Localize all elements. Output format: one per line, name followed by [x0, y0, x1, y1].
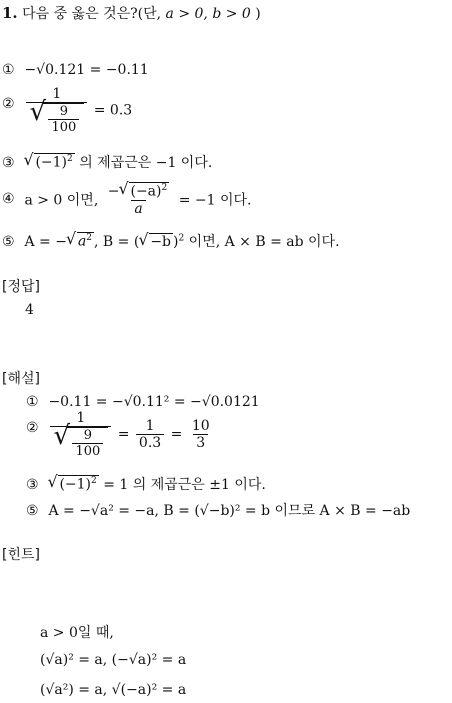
- option-2-rhs: = 0.3: [93, 102, 133, 119]
- option-5-exp: 2: [178, 233, 185, 244]
- explanation-1-mark: ①: [26, 394, 39, 410]
- explanation-2-f3-num: 10: [191, 418, 210, 434]
- explanation-5-text: A = −√a² = −a, B = (√−b)² = b 이므로 A × B = −ab: [48, 503, 411, 519]
- option-3-text: 의 제곱근은 −1 이다.: [79, 155, 213, 171]
- option-1: [2, 62, 149, 78]
- explanation-2-f2-num: 1: [145, 418, 155, 434]
- explanation-5-mark: ⑤: [26, 503, 39, 519]
- option-4-fraction: [105, 182, 172, 217]
- option-5-text-c: ): [173, 234, 179, 250]
- option-5-text-b: , B = (: [94, 234, 140, 250]
- option-3-sqrt: [24, 153, 74, 171]
- option-5-mark: ⑤: [2, 234, 15, 250]
- explanation-1-text: −0.11 = −√0.11² = −√0.0121: [48, 394, 260, 410]
- option-4-rhs: = −1 이다.: [178, 192, 252, 209]
- explanation-3-sqrt: [48, 475, 98, 493]
- question-number: 1.: [2, 4, 18, 22]
- explanation-2-f1-den: [50, 426, 111, 459]
- option-4-radicand: (−a): [130, 183, 162, 200]
- explanation-2-inner-num: √ 9: [83, 428, 92, 443]
- option-3-exp: 2: [67, 154, 73, 165]
- explanation-2-fraction-2: [136, 418, 164, 451]
- option-2-numerator: 1: [52, 86, 62, 102]
- explanation-2-fraction-3: [189, 418, 213, 451]
- option-4-denominator: a: [131, 200, 145, 217]
- explanation-3-mark: ③: [26, 477, 39, 493]
- option-1-text: −√0.121 = −0.11: [24, 62, 149, 78]
- option-3-mark: ③: [2, 155, 15, 171]
- option-5-text-a: A = −: [24, 234, 67, 250]
- explanation-2-inner-den: 100: [72, 443, 103, 459]
- hint-line-3: (√a²) = a, √(−a)² = a: [40, 682, 187, 698]
- explanation-3-rad: (−1): [59, 477, 92, 493]
- explanation-5: [26, 500, 410, 520]
- option-1-mark: ①: [2, 62, 15, 78]
- option-4-mark: ④: [2, 191, 15, 208]
- option-4-prefix: a > 0 이면,: [24, 192, 99, 209]
- explanation-label: [해설]: [2, 371, 40, 387]
- explanation-2-mark: ②: [26, 420, 39, 436]
- option-2-denominator: [26, 102, 87, 135]
- explanation-3: [26, 474, 266, 494]
- option-5-rad-b: −b: [150, 234, 172, 250]
- option-5-sqrt-b: [139, 233, 173, 250]
- option-2-fraction: [26, 86, 87, 135]
- explanation-3-exp: 2: [91, 476, 97, 487]
- hint-line-1: a > 0일 때,: [40, 625, 114, 641]
- question-condition: a > 0, b > 0: [165, 6, 251, 22]
- option-4-exp: 2: [161, 183, 168, 193]
- option-4-numerator: −√ $(-a)^2$: [105, 182, 172, 200]
- explanation-1: [26, 394, 260, 410]
- question-stem-end: ): [250, 6, 261, 22]
- option-2-inner-den: 100: [48, 119, 79, 135]
- explanation-2-f2-den: 0.3: [136, 434, 164, 451]
- option-2-inner-num: √ 9: [59, 104, 68, 119]
- option-2-inner-fraction: [48, 104, 79, 135]
- answer-label: [정답]: [2, 279, 40, 295]
- option-5-text-d: 이면, A × B = ab 이다.: [184, 234, 340, 250]
- option-2-sqrt: [29, 103, 84, 135]
- hint-label: [힌트]: [2, 547, 40, 563]
- explanation-2-f1-num: 1: [76, 410, 86, 426]
- explanation-2-fraction-1: [50, 410, 111, 459]
- option-3: [2, 152, 212, 172]
- option-5: [2, 231, 340, 251]
- explanation-3-text: = 1 의 제곱근은 ±1 이다.: [103, 477, 266, 493]
- option-4: [2, 182, 251, 217]
- option-3-radicand: (−1): [35, 155, 68, 171]
- question-header: [2, 3, 261, 23]
- option-5-rad-a: a: [77, 234, 87, 250]
- option-2: [2, 86, 132, 135]
- option-5-sqrt-a: √ $a^2$: [67, 232, 94, 250]
- option-2-mark: ②: [2, 96, 15, 112]
- answer-value: 4: [25, 302, 34, 318]
- explanation-2: ② 1 √ $\frac{9}{100}$ = $\frac{1}{0.3}$ = $\frac{10}{3}$: [26, 410, 215, 459]
- question-stem: 다음 중 옳은 것은?(단,: [22, 6, 166, 22]
- explanation-2-f3-den: 3: [193, 434, 208, 451]
- hint-line-2: (√a)² = a, (−√a)² = a: [40, 652, 187, 668]
